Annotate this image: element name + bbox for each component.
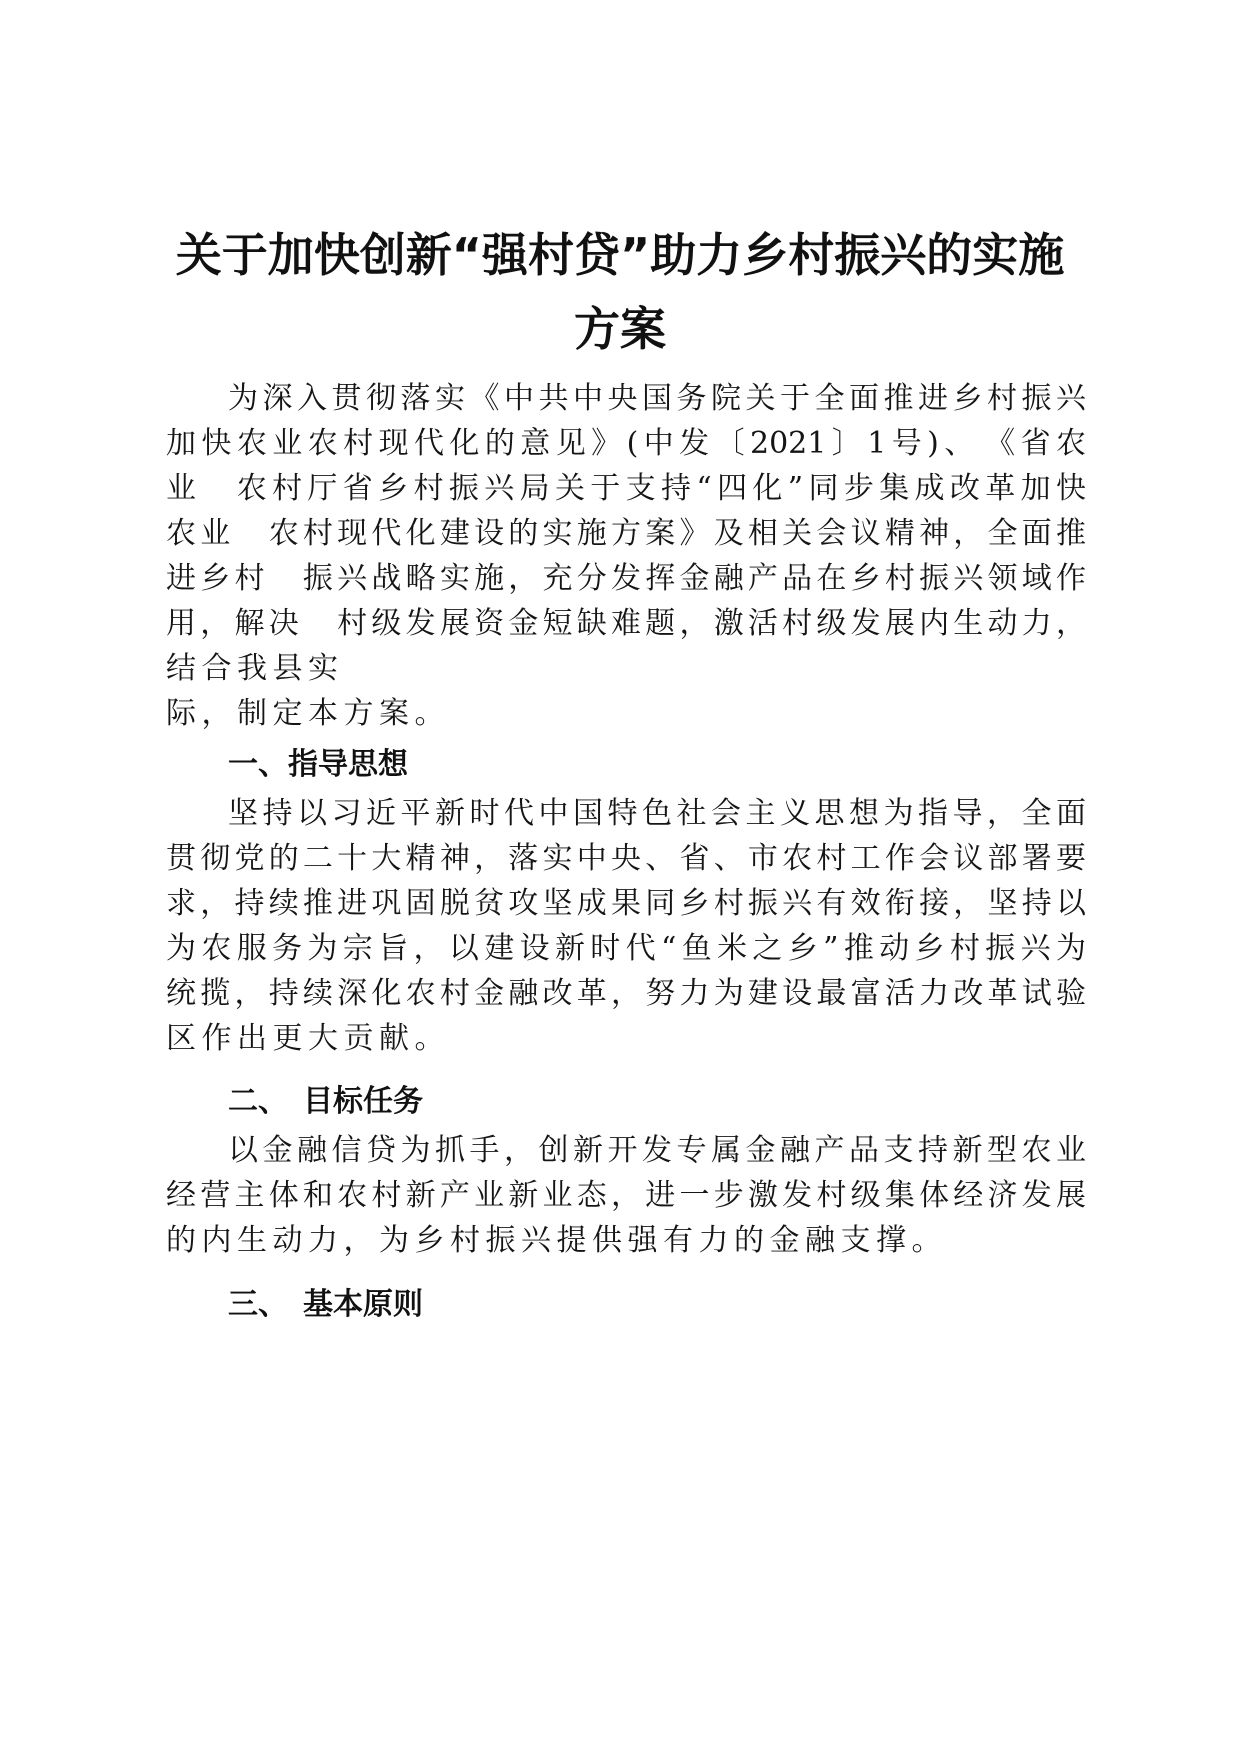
intro-line-3: 业 农村厅省乡村振兴局关于支持“四化”同步集成改革加快 <box>166 471 1086 506</box>
section2-line-1: 以金融信贷为抓手，创新开发专属金融产品支持新型农业 <box>228 1133 1086 1168</box>
intro-line-7: 结合我县实 <box>166 651 344 686</box>
section-heading-guiding-ideology: 一、指导思想 <box>228 747 408 782</box>
section2-line-2: 经营主体和农村新产业新业态，进一步激发村级集体经济发展 <box>166 1178 1086 1213</box>
section1-line-3: 求，持续推进巩固脱贫攻坚成果同乡村振兴有效衔接，坚持以 <box>166 886 1086 921</box>
intro-line-2: 加快农业农村现代化的意见》(中发〔2021〕1号)、 《省农 <box>166 426 1086 461</box>
section2-line-3: 的内生动力，为乡村振兴提供强有力的金融支撑。 <box>166 1223 947 1258</box>
intro-line-6: 用，解决 村级发展资金短缺难题，激活村级发展内生动力， <box>166 606 1086 641</box>
section1-line-4: 为农服务为宗旨，以建设新时代“鱼米之乡”推动乡村振兴为 <box>166 931 1086 966</box>
section-heading-goals-tasks: 二、 目标任务 <box>228 1084 423 1119</box>
intro-line-1: 为深入贯彻落实《中共中央国务院关于全面推进乡村振兴 <box>228 381 1086 416</box>
intro-line-4: 农业 农村现代化建设的实施方案》及相关会议精神，全面推 <box>166 516 1086 551</box>
section-heading-basic-principles: 三、 基本原则 <box>228 1287 423 1322</box>
section1-line-5: 统揽，持续深化农村金融改革，努力为建设最富活力改革试验 <box>166 976 1086 1011</box>
section1-line-6: 区作出更大贡献。 <box>166 1021 450 1056</box>
document-title-line-1: 关于加快创新“强村贷”助力乡村振兴的实施 <box>175 228 1065 282</box>
section1-line-2: 贯彻党的二十大精神，落实中央、省、市农村工作会议部署要 <box>166 841 1086 876</box>
intro-line-8: 际，制定本方案。 <box>166 696 450 731</box>
section1-line-1: 坚持以习近平新时代中国特色社会主义思想为指导，全面 <box>228 796 1086 831</box>
document-title-line-2: 方案 <box>574 302 666 356</box>
intro-line-5: 进乡村 振兴战略实施，充分发挥金融产品在乡村振兴领域作 <box>166 561 1086 596</box>
